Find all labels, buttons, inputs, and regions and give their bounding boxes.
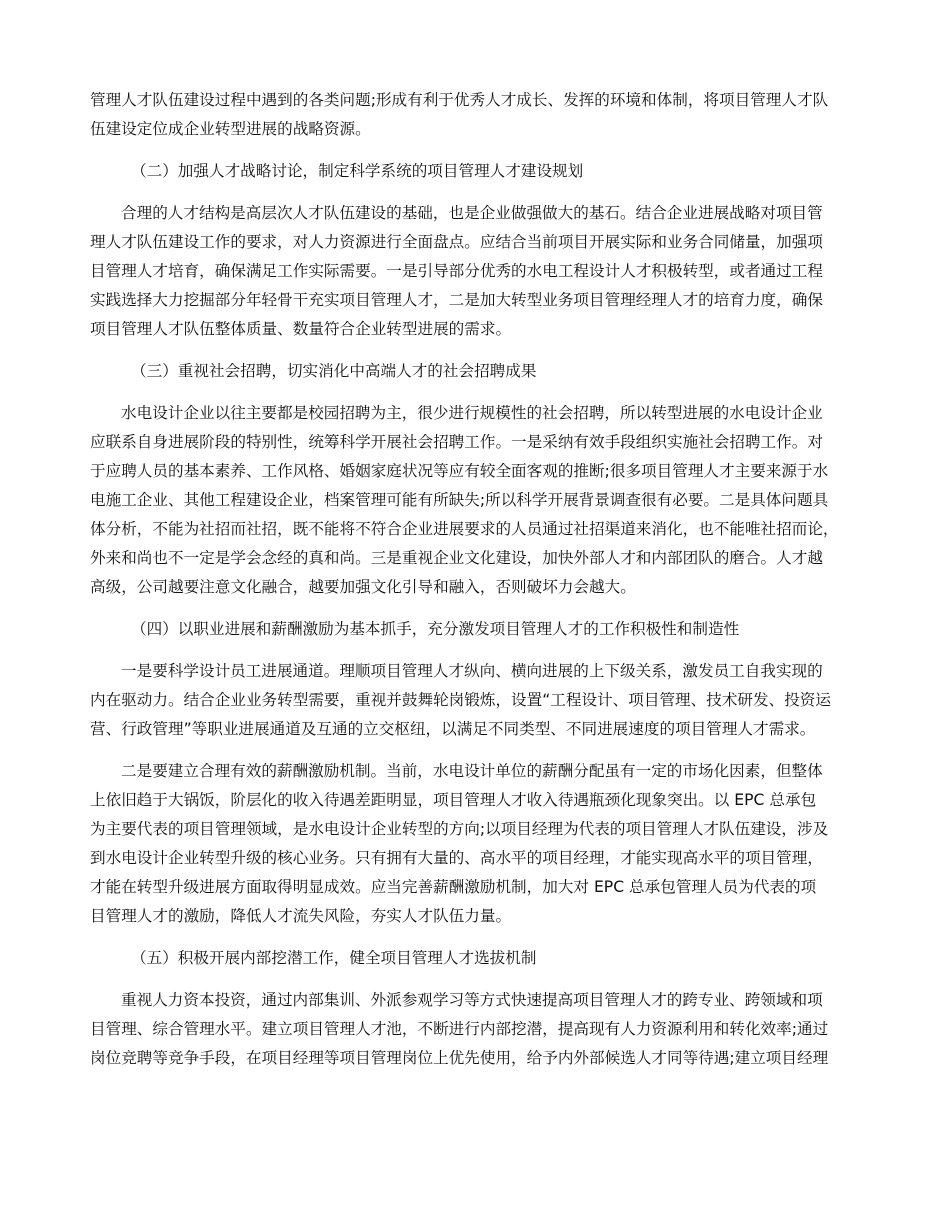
text-line: 一是要科学设计员工进展通道。理顺项目管理人才纵向、横向进展的上下级关系，激发员工自我实现的 (121, 662, 823, 680)
paragraph-gap (90, 344, 870, 357)
text-line: 水电设计企业以往主要都是校园招聘为主，很少进行规模性的社会招聘，所以转型进展的水电设计企业 (121, 404, 823, 422)
paragraph-gap (90, 144, 870, 157)
paragraph-gap (90, 931, 870, 944)
heading-text: （三）重视社会招聘，切实消化中高端人才的社会招聘成果 (131, 362, 537, 380)
paragraph-gap (90, 602, 870, 615)
text-line: 管理人才队伍建设过程中遇到的各类问题;形成有利于优秀人才成长、发挥的环境和体制，将项目管理人才队 (90, 91, 829, 109)
text-line: 体分析，不能为社招而社招，既不能将不符合企业进展要求的人员通过社招渠道来消化，也不能唯社招而论， (90, 520, 839, 538)
text-line: 为主要代表的项目管理领域，是水电设计企业转型的方向;以项目经理为代表的项目管理人才队伍建设，涉及 (90, 820, 829, 838)
paragraph-social-recruitment (90, 399, 870, 602)
paragraph-compensation (90, 757, 870, 931)
text-line: 实践选择大力挖掘部分年轻骨干充实项目管理人才，二是加大转型业务项目管理经理人才的培育力度，确保 (90, 291, 823, 309)
text-line: 营、行政管理”等职业进展通道及互通的立交枢纽，以满足不同类型、不同进展速度的项目管理人才需求。 (90, 720, 816, 738)
paragraph-gap (90, 186, 870, 199)
paragraph-internal-potential (90, 986, 870, 1073)
text-line: 电施工企业、其他工程建设企业，档案管理可能有所缺失;所以科学开展背景调查很有必要。二是具体问题具 (90, 491, 829, 509)
heading-text: （二）加强人才战略讨论，制定科学系统的项目管理人才建设规划 (131, 162, 584, 180)
text-line: 到水电设计企业转型升级的核心业务。只有拥有大量的、高水平的项目经理，才能实现高水平的项目管理， (90, 849, 823, 867)
text-line: 高级，公司越要注意文化融合，越要加强文化引导和融入，否则破坏力会越大。 (90, 578, 636, 596)
text-line: 目管理人才的激励，降低人才流失风险，夯实人才队伍力量。 (90, 907, 512, 925)
text-line: 伍建设定位成企业转型进展的战略资源。 (90, 120, 371, 138)
section-heading-2 (90, 157, 870, 186)
text-line: 目管理人才培育，确保满足工作实际需要。一是引导部分优秀的水电工程设计人才积极转型，或者通过工程 (90, 262, 823, 280)
text-line: 内在驱动力。结合企业业务转型需要，重视并鼓舞轮岗锻炼，设置“工程设计、项目管理、技术研发、投资运 (90, 691, 831, 709)
text-line: 重视人力资本投资，通过内部集训、外派参观学习等方式快速提高项目管理人才的跨专业、跨领域和项 (121, 991, 823, 1009)
paragraph-gap (90, 744, 870, 757)
text-line: 目管理、综合管理水平。建立项目管理人才池，不断进行内部挖潜，提高现有人力资源利用和转化效率;通过 (90, 1020, 829, 1038)
text-line: 合理的人才结构是高层次人才队伍建设的基础，也是企业做强做大的基石。结合企业进展战略对项目管 (121, 204, 823, 222)
heading-text: （四）以职业进展和薪酬激励为基本抓手，充分激发项目管理人才的工作积极性和制造性 (131, 620, 740, 638)
text-line: 于应聘人员的基本素养、工作风格、婚姻家庭状况等应有较全面客观的推断;很多项目管理人才主要来源于水 (90, 462, 829, 480)
text-line: 应联系自身进展阶段的特别性，统筹科学开展社会招聘工作。一是采纳有效手段组织实施社会招聘工作。对 (90, 433, 823, 451)
text-line: 上依旧趋于大锅饭，阶层化的收入待遇差距明显，项目管理人才收入待遇瓶颈化现象突出。以 EPC 总承包 (90, 791, 817, 809)
paragraph-continuation (90, 86, 870, 144)
paragraph-gap (90, 973, 870, 986)
text-line: 岗位竞聘等竞争手段，在项目经理等项目管理岗位上优先使用，给予内外部候选人才同等待遇;建立项目经理 (90, 1049, 829, 1067)
document-body (90, 86, 870, 1073)
section-heading-3 (90, 357, 870, 386)
paragraph-career-channel (90, 657, 870, 744)
paragraph-talent-structure (90, 199, 870, 344)
text-line: 才能在转型升级进展方面取得明显成效。应当完善薪酬激励机制，加大对 EPC 总承包管理人员为代表的项 (90, 878, 817, 896)
text-line: 项目管理人才队伍整体质量、数量符合企业转型进展的需求。 (90, 320, 512, 338)
section-heading-4 (90, 615, 870, 644)
text-line: 理人才队伍建设工作的要求，对人力资源进行全面盘点。应结合当前项目开展实际和业务合同储量，加强项 (90, 233, 823, 251)
paragraph-gap (90, 644, 870, 657)
heading-text: （五）积极开展内部挖潜工作，健全项目管理人才选拔机制 (131, 949, 537, 967)
paragraph-gap (90, 386, 870, 399)
text-line: 外来和尚也不一定是学会念经的真和尚。三是重视企业文化建设，加快外部人才和内部团队的磨合。人才越 (90, 549, 823, 567)
text-line: 二是要建立合理有效的薪酬激励机制。当前，水电设计单位的薪酬分配虽有一定的市场化因素，但整体 (121, 762, 823, 780)
section-heading-5 (90, 944, 870, 973)
